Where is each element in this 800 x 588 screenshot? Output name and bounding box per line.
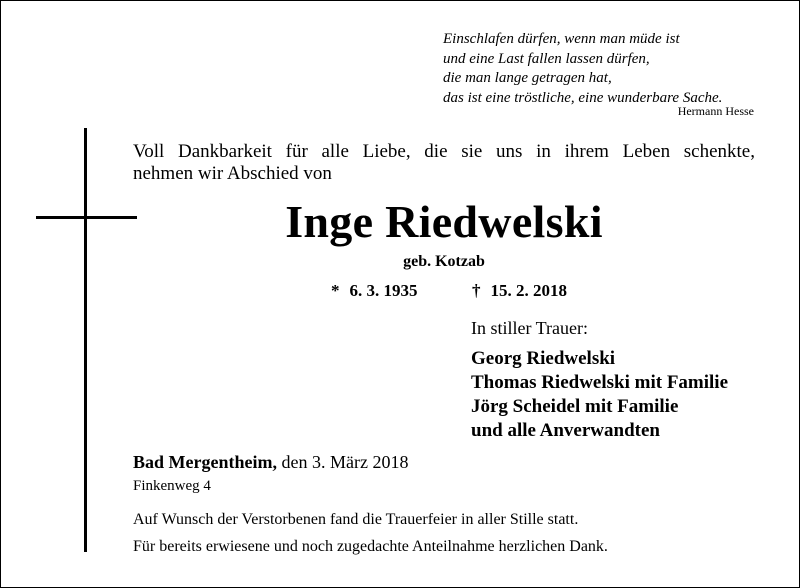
poem-line: das ist eine tröstliche, eine wunderbare Sache. — [443, 89, 723, 106]
address: Finkenweg 4 — [133, 478, 211, 494]
birth-date-line — [331, 281, 418, 301]
mourner-item: Thomas Riedwelski mit Familie — [471, 372, 729, 393]
death-date-line — [472, 281, 567, 301]
poem-line: und eine Last fallen lassen dürfen, — [443, 50, 650, 67]
note-line: Für bereits erwiesene und noch zugedachte Anteilnahme herzlichen Dank. — [133, 538, 608, 555]
poem-quote — [443, 30, 773, 108]
poem-line: die man lange getragen hat, — [443, 70, 612, 86]
deceased-name: Inge Riedwelski — [285, 196, 603, 247]
note-line: Auf Wunsch der Verstorbenen fand die Trauerfeier in aller Stille statt. — [133, 511, 579, 528]
death-cross-icon: † — [472, 281, 481, 300]
mourning-heading: In stiller Trauer: — [471, 318, 588, 338]
cross-icon-vertical — [84, 128, 87, 552]
intro-line: Voll Dankbarkeit für alle Liebe, die sie uns in ihrem Leben schenkte, — [133, 141, 755, 162]
maiden-name: geb. Kotzab — [403, 253, 485, 270]
birth-star-icon: * — [331, 281, 340, 300]
mourner-item: und alle Anverwandten — [471, 420, 660, 441]
cross-icon-horizontal — [36, 216, 137, 219]
intro-line: nehmen wir Abschied von — [133, 163, 332, 184]
mourner-item: Jörg Scheidel mit Familie — [471, 396, 679, 417]
place-date-line — [133, 452, 408, 473]
mourner-list — [471, 347, 728, 443]
poem-line: Einschlafen dürfen, wenn man müde ist — [443, 31, 680, 47]
mourner-item: Georg Riedwelski — [471, 348, 616, 369]
death-date: 15. 2. 2018 — [490, 281, 567, 300]
place-city: Bad Mergentheim, — [133, 452, 277, 472]
birth-date: 6. 3. 1935 — [349, 281, 418, 300]
poem-author: Hermann Hesse — [677, 104, 754, 118]
place-date: den 3. März 2018 — [276, 452, 409, 472]
intro-text — [133, 141, 755, 185]
